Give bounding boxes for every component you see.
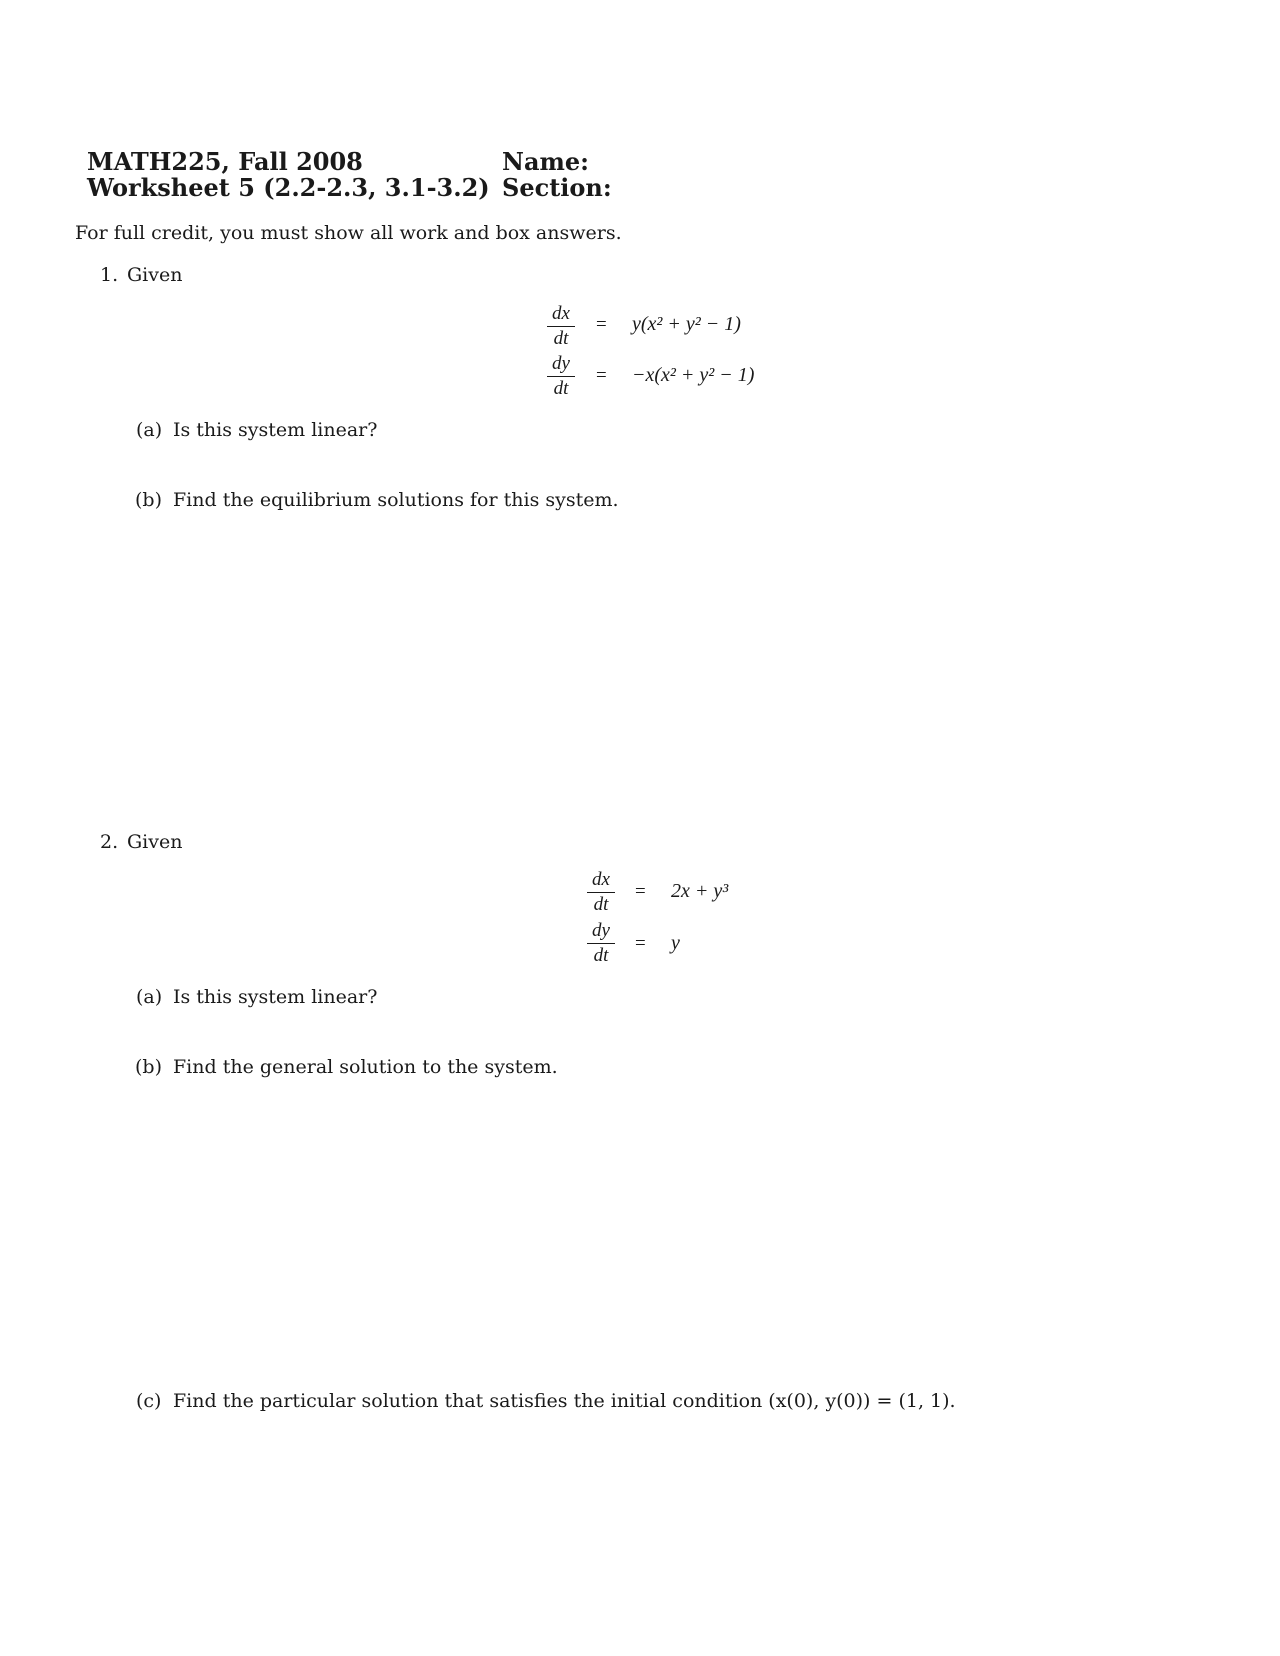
- p2-eq1-denominator: dt: [593, 894, 609, 915]
- p1-eq1-rhs: y(x² + y² − 1): [632, 313, 741, 335]
- name-label: Name:: [502, 147, 590, 176]
- p1-eq2-denominator: dt: [553, 378, 569, 399]
- p1-eq1-derivative: [547, 303, 575, 350]
- p1-part-a-text: Is this system linear?: [173, 419, 378, 441]
- p2-part-a-text: Is this system linear?: [173, 986, 378, 1008]
- p2-eq2-rhs: y: [671, 932, 680, 954]
- p2-eq2-numerator: dy: [587, 920, 615, 944]
- p2-eq2-derivative: [587, 920, 615, 967]
- p2-part-b-text: Find the general solution to the system.: [173, 1056, 558, 1078]
- p2-part-c-label: (c): [136, 1390, 162, 1412]
- p2-eq2-equals: =: [635, 933, 646, 954]
- problem-2-given: Given: [127, 831, 183, 853]
- p2-eq1-derivative: [587, 869, 615, 916]
- p1-eq1-equals: =: [596, 314, 607, 335]
- p1-eq2-equals: =: [596, 365, 607, 386]
- p1-part-b-text: Find the equilibrium solutions for this system.: [173, 489, 619, 511]
- p1-eq2-numerator: dy: [547, 353, 575, 377]
- p1-eq2-derivative: [547, 353, 575, 400]
- p1-eq2-rhs: −x(x² + y² − 1): [632, 364, 755, 386]
- instructions: For full credit, you must show all work and box answers.: [75, 222, 622, 244]
- problem-1-given: Given: [127, 264, 183, 286]
- worksheet-title: Worksheet 5 (2.2-2.3, 3.1-3.2): [87, 173, 490, 202]
- p2-eq1-numerator: dx: [587, 869, 615, 893]
- p2-part-a-label: (a): [136, 986, 163, 1008]
- course-title: MATH225, Fall 2008: [87, 147, 363, 176]
- p2-eq1-rhs: 2x + y³: [671, 880, 729, 902]
- p2-eq2-denominator: dt: [593, 945, 609, 966]
- p1-part-a-label: (a): [136, 419, 163, 441]
- p1-eq1-denominator: dt: [553, 328, 569, 349]
- p2-part-c-text: Find the particular solution that satisfies the initial condition (x(0), y(0)) = (1, 1).: [173, 1390, 956, 1412]
- p2-part-b-label: (b): [135, 1056, 162, 1078]
- problem-2-number: 2.: [100, 831, 119, 853]
- problem-1-number: 1.: [100, 264, 119, 286]
- p1-part-b-label: (b): [135, 489, 162, 511]
- p1-eq1-numerator: dx: [547, 303, 575, 327]
- p2-eq1-equals: =: [635, 881, 646, 902]
- section-label: Section:: [502, 173, 612, 202]
